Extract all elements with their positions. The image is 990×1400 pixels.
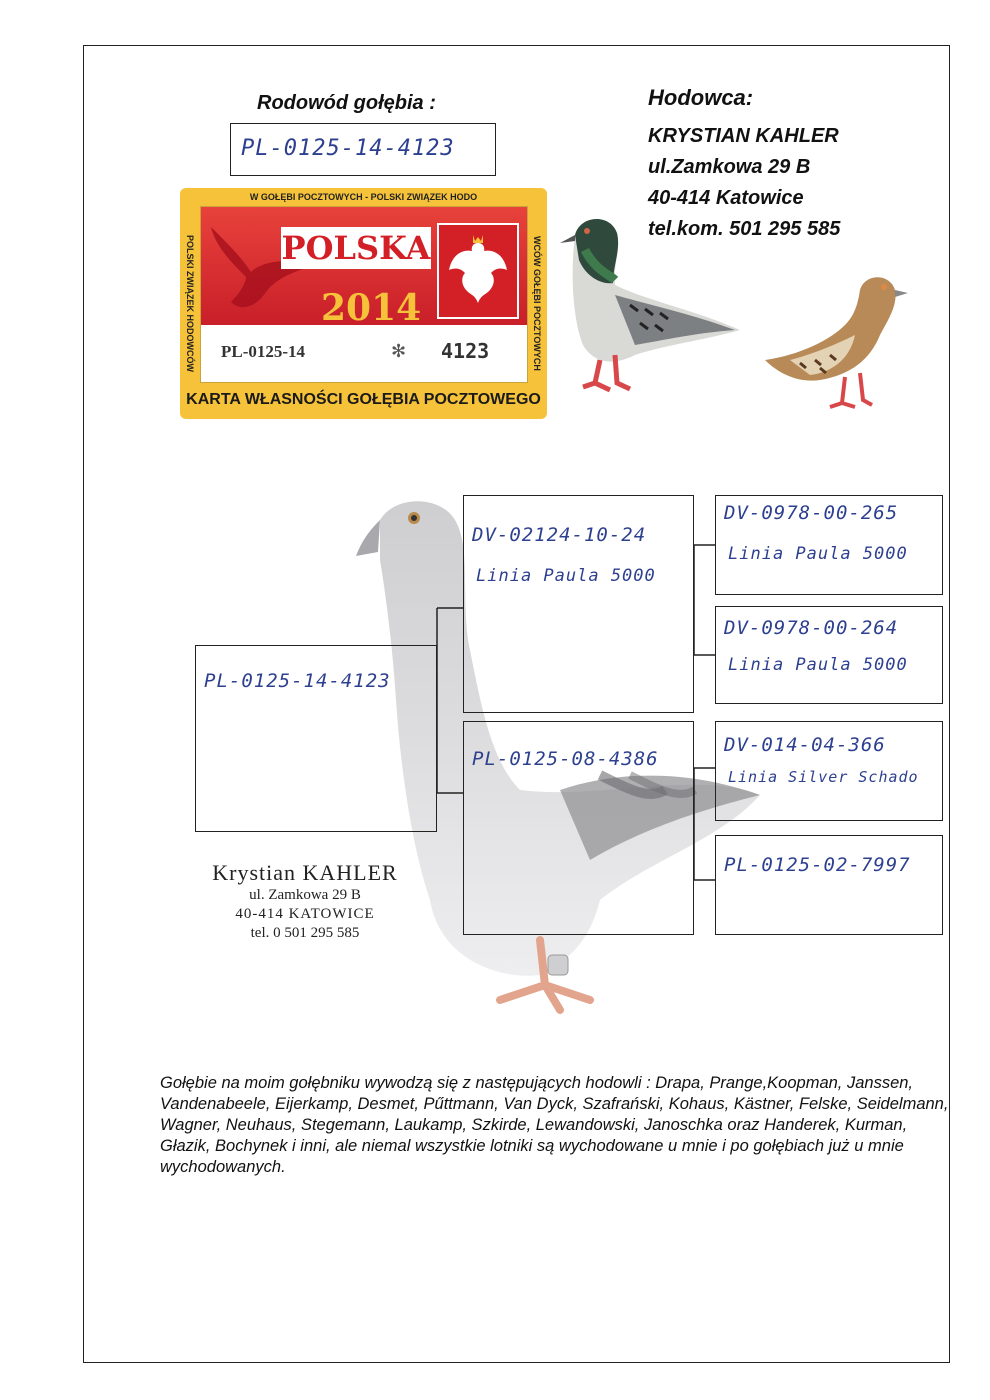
card-top-text: W GOŁĘBI POCZTOWYCH - POLSKI ZWIĄZEK HODO	[249, 192, 478, 202]
pedigree-box-dam-sire	[715, 721, 943, 821]
pedigree-box-sire-dam	[715, 606, 943, 704]
card-country: POLSKA	[281, 229, 431, 267]
ring-number-handwritten: PL-0125-14-4123	[241, 136, 455, 161]
stamp-name: Krystian KAHLER	[212, 860, 398, 885]
card-year: 2014	[321, 287, 422, 329]
sire-dam-line: Linia Paula 5000	[728, 655, 908, 675]
pedigree-box-subject	[195, 645, 437, 832]
breeder-heading: Hodowca:	[648, 85, 754, 110]
card-right-text: WCÓW GOŁĘBI POCZTOWYCH	[532, 235, 542, 371]
breeder-name: KRYSTIAN KAHLER	[648, 125, 839, 147]
sire-dam-ring: DV-0978-00-264	[724, 617, 899, 639]
pedigree-box-dam	[463, 721, 694, 935]
card-bottom-text: KARTA WŁASNOŚCI GOŁĘBIA POCZTOWEGO	[186, 391, 541, 408]
card-ring-prefix: PL-0125-14	[221, 342, 306, 361]
card-left-text: POLSKI ZWIĄZEK HODOWCÓW	[185, 234, 195, 372]
breeder-stamp	[160, 860, 450, 943]
pedigree-box-sire	[463, 495, 694, 713]
origins-paragraph: Gołębie na moim gołębniku wywodzą się z następujących hodowli : Drapa, Prange,Koopman, Janssen, Vandenabeele, Eijerkamp, Desmet, Pűttmann, Van Dyck, Szafrański, Kohaus, Kästner, Felske, Seidelmann, Wagner, Neuhaus, Stegemann, Laukamp, Szkirde, Lewandowski, Janoschka oraz Handerek, Kurman, Głazik, Bochynek i inni, ale niemal wszystkie lotniki są wychodowane u mnie i po gołębiach już u mnie wychodowanych.	[160, 1074, 949, 1176]
card-asterisk-icon: ✻	[391, 341, 407, 361]
dam-sire-ring: DV-014-04-366	[724, 734, 886, 756]
pedigree-box-sire-sire	[715, 495, 943, 595]
sire-ring: DV-02124-10-24	[472, 524, 647, 546]
dam-dam-ring: PL-0125-02-7997	[724, 854, 911, 876]
pedigree-title: Rodowód gołębia :	[257, 92, 436, 114]
card-ring-number: 4123	[441, 339, 490, 363]
breeder-city: 40-414 Katowice	[648, 187, 804, 209]
dam-sire-line: Linia Silver Schado	[728, 768, 919, 786]
sire-sire-line: Linia Paula 5000	[728, 544, 908, 564]
subject-ring: PL-0125-14-4123	[204, 670, 391, 692]
stamp-phone: tel. 0 501 295 585	[250, 925, 360, 941]
dam-ring: PL-0125-08-4386	[472, 748, 659, 770]
breeder-street: ul.Zamkowa 29 B	[648, 156, 811, 178]
pedigree-box-dam-dam	[715, 835, 943, 935]
breeder-phone: tel.kom. 501 295 585	[648, 218, 841, 240]
stamp-city: 40-414 KATOWICE	[235, 906, 375, 922]
sire-sire-ring: DV-0978-00-265	[724, 502, 899, 524]
sire-line: Linia Paula 5000	[476, 566, 656, 586]
stamp-street: ul. Zamkowa 29 B	[249, 887, 361, 903]
